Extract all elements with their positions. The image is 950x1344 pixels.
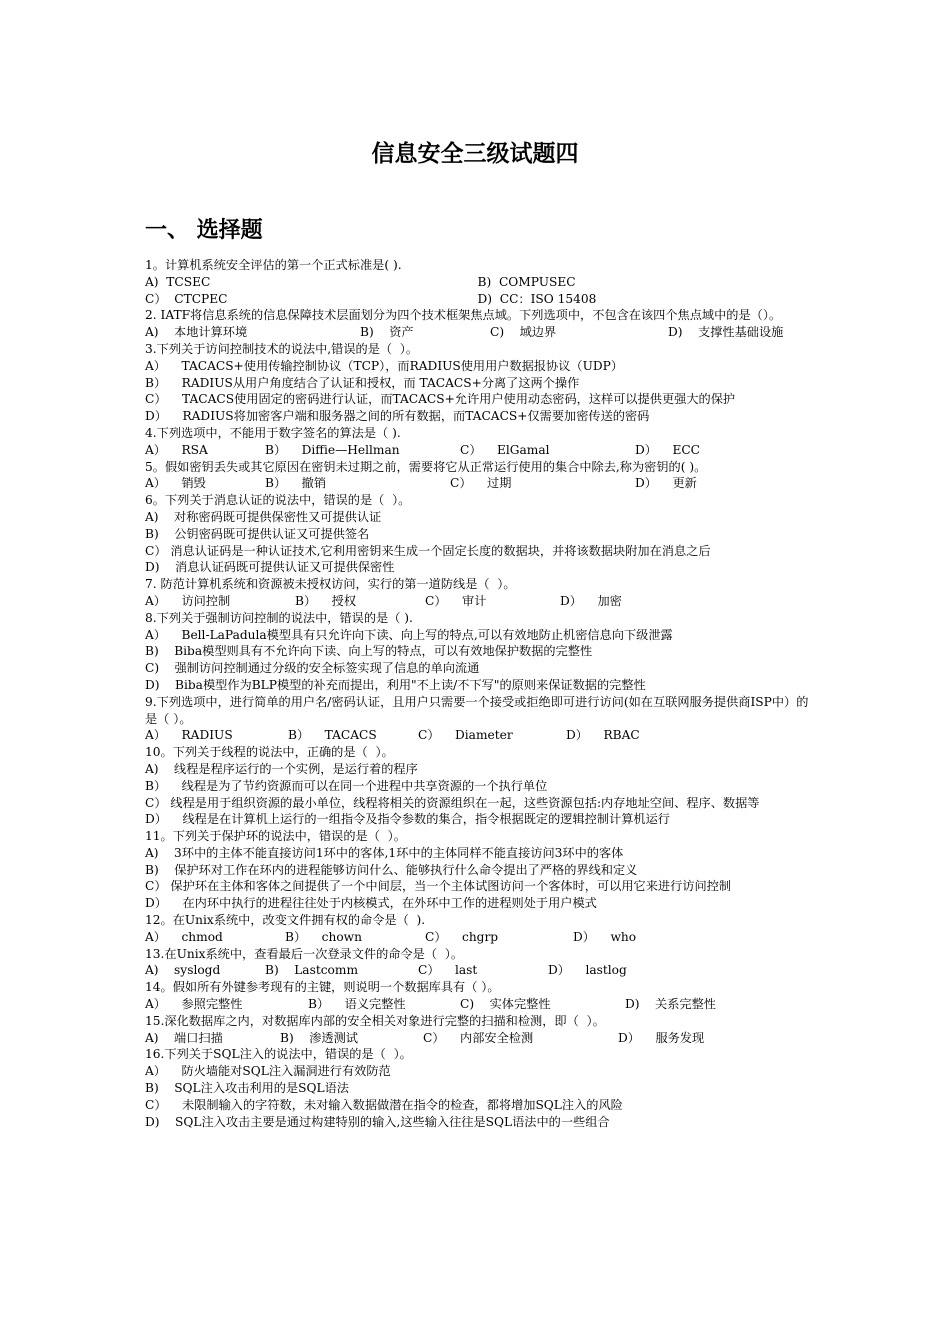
option-c: C） Diameter [418,728,513,743]
question-14: 14。假如所有外键参考现有的主键，则说明一个数据库具有（ ）。 [145,980,500,995]
option-d: D） RADIUS将加密客户端和服务器之间的所有数据，而TACACS+仅需要加密传送的密码 [145,409,650,424]
question-5: 5。假如密钥丢失或其它原因在密钥未过期之前，需要将它从正常运行使用的集合中除去,称为密钥的( )。 [145,459,707,474]
option-a: A） Bell-LaPadula模型具有只允许向下读、向上写的特点,可以有效地防止机密信息向下级泄露 [145,627,673,642]
option-c: C） 线程是用于组织资源的最小单位，线程将相关的资源组织在一起，这些资源包括:内存地址空间、程序、数据等 [145,795,760,810]
option-b: B) Lastcomm [265,963,358,978]
option-a: A） 访问控制 [145,593,231,608]
option-a: A) 对称密码既可提供保密性又可提供认证 [145,509,382,524]
question-2: 2. IATF将信息系统的信息保障技术层面划分为四个技术框架焦点域。下列选项中，不包含在该四个焦点域中的是（）。 [145,308,782,323]
option-b: B） 撤销 [265,476,327,491]
question-7: 7. 防范计算机系统和资源被未授权访问，实行的第一道防线是（ ）。 [145,577,516,592]
option-c: C） ElGamal [460,442,550,457]
option-a: A） 参照完整性 [145,997,243,1012]
option-a: A) syslogd [145,963,221,978]
options-row [145,274,810,291]
option-d: D） lastlog [548,963,627,978]
options-row [145,727,810,744]
option-a: A) 线程是程序运行的一个实例，是运行着的程序 [145,761,418,776]
option-c: C） TACACS使用固定的密码进行认证，而TACACS+允许用户使用动态密码，这样可以提供更强大的保护 [145,392,736,407]
question-4: 4.下列选项中，不能用于数字签名的算法是（ ). [145,425,401,440]
option-c: C） 保护环在主体和客体之间提供了一个中间层，当一个主体试图访问一个客体时，可以用它来进行访问控制 [145,879,732,894]
question-15: 15.深化数据库之内，对数据库内部的安全相关对象进行完整的扫描和检测，即（ ）。 [145,1013,605,1028]
option-b: B) 渗透测试 [280,1030,358,1045]
option-a: A) TCSEC [145,274,211,289]
question-list [145,257,810,1130]
options-row [145,1030,810,1047]
section-heading: 一、 选择题 [145,218,263,243]
option-c: C) 实体完整性 [460,997,551,1012]
option-d: D） 服务发现 [618,1030,705,1045]
option-d: D) SQL注入攻击主要是通过构建特别的输入,这些输入往往是SQL语法中的一些组合 [145,1114,610,1129]
option-c: C) 强制访问控制通过分级的安全标签实现了信息的单向流通 [145,661,480,676]
question-1: 1。计算机系统安全评估的第一个正式标准是( ). [145,258,402,272]
option-c: C） 内部安全检测 [423,1030,534,1045]
option-b: B) 保护环对工作在环内的进程能够访问什么、能够执行什么命令提出了严格的界线和定义 [145,862,638,877]
options-row [145,324,810,341]
option-d: D) 关系完整性 [625,997,716,1012]
option-c: C） chgrp [425,929,499,944]
option-c: C） 过期 [450,476,512,491]
option-a: A） 防火墙能对SQL注入漏洞进行有效防范 [145,1064,391,1079]
option-b: B) 资产 [360,325,414,340]
question-16: 16.下列关于SQL注入的说法中，错误的是（ ）。 [145,1047,412,1062]
option-b: B) 公钥密码既可提供认证又可提供签名 [145,526,370,541]
options-row [145,593,810,610]
option-b: B） chown [285,929,362,944]
option-d: D） 加密 [560,593,622,608]
option-a: A） 销毁 [145,476,206,491]
options-row [145,929,810,946]
question-8: 8.下列关于强制访问控制的说法中，错误的是（ ). [145,610,413,625]
option-d: D） 线程是在计算机上运行的一组指令及指令参数的集合，指令根据既定的逻辑控制计算机运行 [145,812,670,827]
option-b: B） Diffie—Hellman [265,442,400,457]
option-a: A） RADIUS [145,728,233,743]
options-row [145,996,810,1013]
option-a: A） TACACS+使用传输控制协议（TCP），而RADIUS使用用户数据报协议（UDP） [145,358,624,373]
option-c: C） 未限制输入的字符数，未对输入数据做潜在指令的检查，都将增加SQL注入的风险 [145,1097,623,1112]
question-6: 6。下列关于消息认证的说法中，错误的是（ ）。 [145,493,411,508]
option-d: D） 在内环中执行的进程往往处于内核模式，在外环中工作的进程则处于用户模式 [145,896,597,911]
option-c: C） 审计 [425,593,487,608]
question-10: 10。下列关于线程的说法中，正确的是（ ）。 [145,745,394,760]
options-row [145,291,810,308]
option-c: C） 消息认证码是一种认证技术,它利用密钥来生成一个固定长度的数据块，并将该数据块附加在消息之后 [145,543,711,558]
option-b: B) COMPUSEC [477,274,576,289]
option-d: D） who [573,929,637,944]
option-d: D) 支撑性基础设施 [668,325,784,340]
question-3: 3.下列关于访问控制技术的说法中,错误的是（ ）。 [145,341,419,356]
question-12: 12。在Unix系统中，改变文件拥有权的命令是（ ). [145,913,426,928]
options-row [145,962,810,979]
option-c: C） CTCPEC [145,291,228,306]
option-b: B） RADIUS从用户角度结合了认证和授权，而 TACACS+分离了这两个操作 [145,375,580,390]
options-row [145,475,810,492]
option-c: C) 域边界 [490,325,557,340]
option-d: D) Biba模型作为BLP模型的补充而提出，利用"不上读/不下写"的原则来保证数据的完整性 [145,677,646,692]
option-a: A） chmod [145,929,223,944]
option-a: A） RSA [145,442,208,457]
option-b: B） 授权 [295,593,357,608]
option-b: B) Biba模型则具有不允许向下读、向上写的特点，可以有效地保护数据的完整性 [145,644,593,659]
option-d: D) 消息认证码既可提供认证又可提供保密性 [145,560,395,575]
option-a: A) 本地计算环境 [145,325,248,340]
option-b: B） 语义完整性 [308,997,406,1012]
question-9: 9.下列选项中，进行简单的用户名/密码认证，且用户只需要一个接受或拒绝即可进行访问(如在互联网服务提供商ISP中）的是（ ）。 [145,694,809,726]
option-b: B) SQL注入攻击利用的是SQL语法 [145,1081,349,1096]
question-11: 11。下列关于保护环的说法中，错误的是（ ）。 [145,829,406,844]
option-d: D） 更新 [635,476,697,491]
option-d: D) CC：ISO 15408 [477,291,597,306]
option-a: A) 3环中的主体不能直接访问1环中的客体,1环中的主体同样不能直接访问3环中的客体 [145,845,624,860]
option-c: C） last [418,963,478,978]
option-d: D） RBAC [566,728,640,743]
options-row [145,442,810,459]
question-13: 13.在Unix系统中，查看最后一次登录文件的命令是（ ）。 [145,946,464,961]
option-d: D） ECC [635,442,701,457]
option-b: B） 线程是为了节约资源而可以在同一个进程中共享资源的一个执行单位 [145,778,548,793]
option-b: B） TACACS [288,728,377,743]
option-a: A) 端口扫描 [145,1030,223,1045]
page-title: 信息安全三级试题四 [371,141,579,167]
